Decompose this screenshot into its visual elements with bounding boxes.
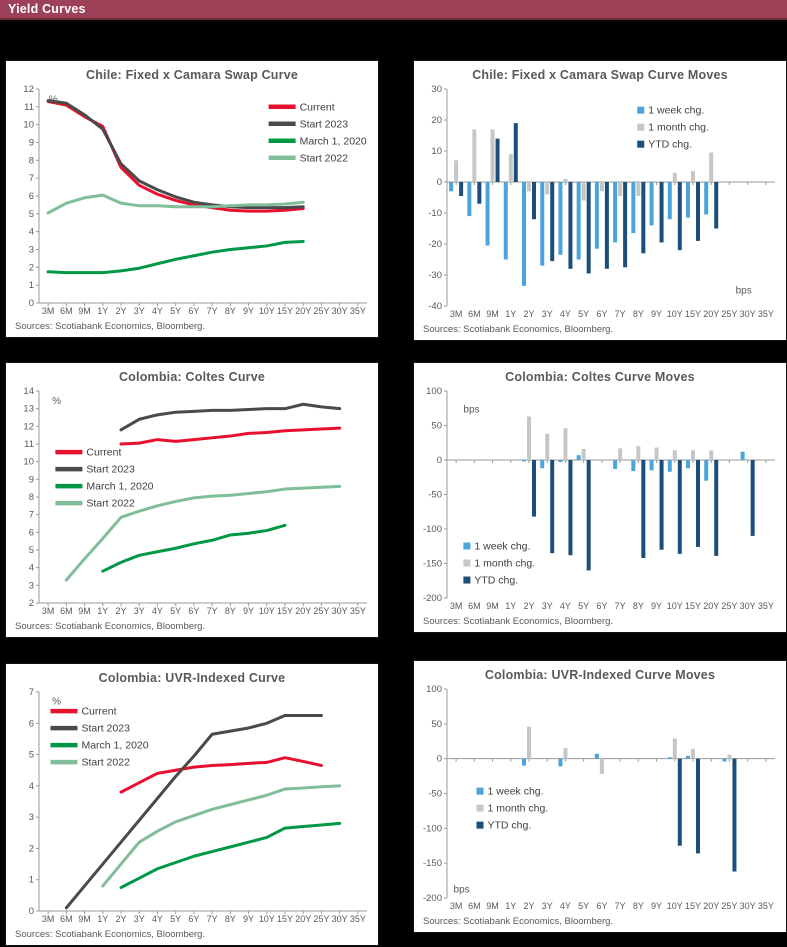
svg-text:3Y: 3Y <box>541 601 553 611</box>
svg-text:1 month chg.: 1 month chg. <box>648 121 709 134</box>
svg-text:3M: 3M <box>41 606 55 616</box>
svg-text:1 week chg.: 1 week chg. <box>487 785 544 798</box>
svg-text:100: 100 <box>426 386 442 397</box>
svg-text:bps: bps <box>735 285 752 297</box>
svg-text:15Y: 15Y <box>684 601 702 611</box>
svg-text:30Y: 30Y <box>739 901 756 911</box>
svg-text:35Y: 35Y <box>757 901 774 911</box>
svg-text:25Y: 25Y <box>721 309 738 319</box>
svg-text:3M: 3M <box>449 601 463 611</box>
svg-text:Current: Current <box>81 705 117 718</box>
bar-chart-colombia-uvr-curve-moves <box>414 682 786 914</box>
source-note: Sources: Scotiabank Economics, Bloomberg. <box>15 929 206 940</box>
svg-text:0: 0 <box>28 906 34 917</box>
svg-text:4Y: 4Y <box>151 306 163 316</box>
svg-text:YTD chg.: YTD chg. <box>648 138 693 151</box>
svg-text:9M: 9M <box>78 606 91 616</box>
source-note: Sources: Scotiabank Economics, Bloomberg. <box>423 324 614 335</box>
svg-text:3: 3 <box>28 580 34 592</box>
svg-text:30Y: 30Y <box>331 306 348 316</box>
svg-text:2Y: 2Y <box>115 914 127 924</box>
line-chart-chile-swap-curve <box>6 82 378 319</box>
svg-text:-10: -10 <box>428 208 442 219</box>
chart-title: Colombia: UVR-Indexed Curve <box>98 671 286 685</box>
svg-text:9Y: 9Y <box>651 601 663 611</box>
svg-text:%: % <box>52 696 62 708</box>
svg-text:2: 2 <box>28 598 34 609</box>
svg-text:13: 13 <box>23 403 34 415</box>
svg-text:bps: bps <box>453 884 470 896</box>
svg-text:7Y: 7Y <box>614 601 626 611</box>
svg-text:3Y: 3Y <box>133 306 145 316</box>
svg-text:4Y: 4Y <box>559 901 571 911</box>
chart-title: Chile: Fixed x Camara Swap Curve <box>85 68 299 82</box>
svg-text:3M: 3M <box>41 914 55 924</box>
svg-text:2Y: 2Y <box>523 309 535 319</box>
svg-text:2Y: 2Y <box>523 901 535 911</box>
svg-text:50: 50 <box>431 718 442 730</box>
svg-text:6Y: 6Y <box>188 306 200 316</box>
svg-text:1Y: 1Y <box>97 914 109 924</box>
chart-panel-colombia-uvr-curve <box>5 663 379 946</box>
svg-text:8Y: 8Y <box>632 309 644 319</box>
svg-text:YTD chg.: YTD chg. <box>487 819 532 832</box>
svg-text:10Y: 10Y <box>666 901 683 911</box>
svg-text:Start 2023: Start 2023 <box>86 463 135 476</box>
svg-text:3: 3 <box>28 812 34 824</box>
svg-text:35Y: 35Y <box>349 306 366 316</box>
svg-text:100: 100 <box>426 684 442 695</box>
svg-text:4Y: 4Y <box>151 606 163 616</box>
svg-text:30Y: 30Y <box>739 601 756 611</box>
svg-text:0: 0 <box>436 455 442 466</box>
svg-text:25Y: 25Y <box>313 306 330 316</box>
svg-text:10Y: 10Y <box>258 606 275 616</box>
svg-text:Current: Current <box>86 446 122 459</box>
svg-text:1 month chg.: 1 month chg. <box>474 557 536 570</box>
svg-text:12: 12 <box>23 84 34 95</box>
svg-text:12: 12 <box>23 421 34 433</box>
svg-text:5: 5 <box>28 208 34 220</box>
svg-text:1Y: 1Y <box>97 306 109 316</box>
svg-text:9M: 9M <box>78 306 91 316</box>
svg-text:6M: 6M <box>468 601 481 611</box>
svg-text:7Y: 7Y <box>614 901 626 911</box>
svg-text:3: 3 <box>28 244 34 256</box>
svg-text:1: 1 <box>28 874 34 886</box>
svg-text:-200: -200 <box>422 593 442 604</box>
svg-text:%: % <box>52 396 62 408</box>
chart-panel-chile-swap-curve <box>5 60 379 338</box>
svg-text:3Y: 3Y <box>133 606 145 616</box>
svg-text:9M: 9M <box>486 309 499 319</box>
svg-text:7: 7 <box>28 173 34 185</box>
svg-text:9: 9 <box>28 474 34 486</box>
svg-text:5Y: 5Y <box>578 901 590 911</box>
svg-text:5Y: 5Y <box>170 914 182 924</box>
svg-text:-100: -100 <box>422 524 442 535</box>
svg-text:11: 11 <box>24 101 34 113</box>
svg-text:-50: -50 <box>428 489 442 501</box>
svg-text:4Y: 4Y <box>559 309 571 319</box>
svg-text:2Y: 2Y <box>115 306 127 316</box>
svg-text:30Y: 30Y <box>739 309 756 319</box>
chart-title: Colombia: Coltes Curve <box>118 370 266 384</box>
svg-text:-50: -50 <box>428 788 442 800</box>
source-note: Sources: Scotiabank Economics, Bloomberg. <box>423 616 614 627</box>
svg-text:March 1, 2020: March 1, 2020 <box>86 480 154 493</box>
svg-text:1: 1 <box>28 280 34 292</box>
svg-text:30Y: 30Y <box>331 914 348 924</box>
svg-text:35Y: 35Y <box>349 914 366 924</box>
svg-text:9M: 9M <box>486 901 499 911</box>
svg-text:-20: -20 <box>428 239 442 250</box>
svg-text:5Y: 5Y <box>578 601 590 611</box>
svg-text:6M: 6M <box>60 306 73 316</box>
svg-text:7Y: 7Y <box>206 914 218 924</box>
svg-text:7Y: 7Y <box>206 306 218 316</box>
svg-text:10Y: 10Y <box>666 601 683 611</box>
svg-text:8Y: 8Y <box>224 914 236 924</box>
svg-text:6: 6 <box>28 718 34 730</box>
svg-text:6Y: 6Y <box>596 601 608 611</box>
svg-text:1Y: 1Y <box>97 606 109 616</box>
svg-text:6: 6 <box>28 527 34 539</box>
svg-text:-150: -150 <box>422 558 442 570</box>
svg-text:2Y: 2Y <box>523 601 535 611</box>
svg-text:4Y: 4Y <box>151 914 163 924</box>
svg-text:11: 11 <box>24 439 34 450</box>
svg-text:10: 10 <box>23 119 34 131</box>
svg-text:15Y: 15Y <box>276 306 294 316</box>
svg-text:1 week chg.: 1 week chg. <box>474 540 531 553</box>
svg-text:25Y: 25Y <box>721 901 738 911</box>
svg-text:8Y: 8Y <box>224 606 236 616</box>
svg-text:0: 0 <box>436 753 442 765</box>
svg-text:15Y: 15Y <box>684 309 702 319</box>
source-note: Sources: Scotiabank Economics, Bloomberg. <box>15 321 206 332</box>
svg-text:2: 2 <box>28 843 34 855</box>
svg-text:2: 2 <box>28 262 34 274</box>
svg-text:-40: -40 <box>428 301 442 312</box>
svg-text:6Y: 6Y <box>188 914 200 924</box>
svg-text:3M: 3M <box>449 901 463 911</box>
svg-text:15Y: 15Y <box>684 901 702 911</box>
svg-text:35Y: 35Y <box>349 606 366 616</box>
svg-text:March 1, 2020: March 1, 2020 <box>81 739 149 752</box>
svg-text:7: 7 <box>28 687 34 698</box>
source-note: Sources: Scotiabank Economics, Bloomberg. <box>423 916 614 927</box>
svg-text:9Y: 9Y <box>243 606 255 616</box>
svg-text:15Y: 15Y <box>276 914 294 924</box>
bar-chart-chile-swap-curve-moves <box>414 82 786 322</box>
svg-text:6Y: 6Y <box>596 901 608 911</box>
svg-text:25Y: 25Y <box>313 606 330 616</box>
chart-title: Chile: Fixed x Camara Swap Curve Moves <box>472 68 728 82</box>
svg-text:9M: 9M <box>78 914 91 924</box>
svg-text:6M: 6M <box>60 606 73 616</box>
svg-text:bps: bps <box>463 404 480 416</box>
svg-text:YTD chg.: YTD chg. <box>474 574 519 587</box>
svg-text:15Y: 15Y <box>276 606 294 616</box>
svg-text:30: 30 <box>431 84 442 95</box>
svg-text:Start 2022: Start 2022 <box>299 152 349 165</box>
svg-text:7: 7 <box>28 509 34 521</box>
svg-text:2Y: 2Y <box>115 606 127 616</box>
svg-text:Start 2023: Start 2023 <box>81 722 130 735</box>
svg-text:-200: -200 <box>422 893 442 904</box>
svg-text:1Y: 1Y <box>505 601 517 611</box>
svg-text:35Y: 35Y <box>757 309 774 319</box>
svg-text:9M: 9M <box>486 601 499 611</box>
svg-text:20Y: 20Y <box>703 309 720 319</box>
svg-text:10Y: 10Y <box>258 914 275 924</box>
svg-text:Current: Current <box>299 101 335 114</box>
svg-text:7Y: 7Y <box>206 606 218 616</box>
svg-text:4Y: 4Y <box>559 601 571 611</box>
line-chart-colombia-uvr-curve <box>6 685 378 927</box>
svg-text:30Y: 30Y <box>331 606 348 616</box>
svg-text:8Y: 8Y <box>224 306 236 316</box>
svg-text:5: 5 <box>28 545 34 556</box>
svg-text:5Y: 5Y <box>578 309 590 319</box>
svg-text:4: 4 <box>28 562 34 574</box>
svg-text:9Y: 9Y <box>651 309 663 319</box>
svg-text:-100: -100 <box>422 823 442 835</box>
svg-text:9Y: 9Y <box>243 914 255 924</box>
svg-text:March 1, 2020: March 1, 2020 <box>299 135 367 148</box>
svg-text:-150: -150 <box>422 858 442 870</box>
svg-text:1Y: 1Y <box>505 309 517 319</box>
source-note: Sources: Scotiabank Economics, Bloomberg. <box>15 621 206 632</box>
line-chart-colombia-coltes-curve <box>6 384 378 619</box>
chart-panel-colombia-coltes-curve <box>5 362 379 638</box>
svg-text:4: 4 <box>28 226 34 238</box>
svg-text:10Y: 10Y <box>258 306 275 316</box>
svg-text:5Y: 5Y <box>170 606 182 616</box>
svg-text:9Y: 9Y <box>243 306 255 316</box>
svg-text:Start 2023: Start 2023 <box>299 118 349 131</box>
svg-text:5: 5 <box>28 749 34 761</box>
svg-text:6M: 6M <box>468 901 481 911</box>
svg-text:3Y: 3Y <box>541 309 553 319</box>
chart-panel-colombia-uvr-curve-moves <box>413 660 787 933</box>
svg-text:50: 50 <box>431 420 442 432</box>
section-header <box>0 0 787 20</box>
svg-text:3M: 3M <box>41 306 55 316</box>
svg-text:3Y: 3Y <box>133 914 145 924</box>
svg-text:Start 2022: Start 2022 <box>86 497 135 510</box>
svg-text:6Y: 6Y <box>188 606 200 616</box>
svg-text:%: % <box>48 94 58 106</box>
svg-text:6: 6 <box>28 191 34 202</box>
svg-text:0: 0 <box>28 298 34 309</box>
svg-text:14: 14 <box>23 386 34 397</box>
svg-text:8Y: 8Y <box>632 901 644 911</box>
chart-panel-colombia-coltes-curve-moves <box>413 362 787 633</box>
svg-text:20Y: 20Y <box>295 306 312 316</box>
svg-text:3Y: 3Y <box>541 901 553 911</box>
svg-text:9Y: 9Y <box>651 901 663 911</box>
svg-text:4: 4 <box>28 780 34 792</box>
svg-text:20Y: 20Y <box>295 914 312 924</box>
svg-text:25Y: 25Y <box>721 601 738 611</box>
svg-text:Start 2022: Start 2022 <box>81 756 130 769</box>
svg-text:35Y: 35Y <box>757 601 774 611</box>
svg-text:3M: 3M <box>449 309 463 319</box>
svg-text:1Y: 1Y <box>505 901 517 911</box>
svg-text:6M: 6M <box>468 309 481 319</box>
svg-text:6Y: 6Y <box>596 309 608 319</box>
svg-text:6M: 6M <box>60 914 73 924</box>
svg-text:-30: -30 <box>428 270 442 281</box>
svg-text:5Y: 5Y <box>170 306 182 316</box>
chart-title: Colombia: Coltes Curve Moves <box>505 370 695 384</box>
svg-text:20Y: 20Y <box>295 606 312 616</box>
svg-text:10Y: 10Y <box>666 309 683 319</box>
svg-text:25Y: 25Y <box>313 914 330 924</box>
bar-chart-colombia-coltes-curve-moves <box>414 384 786 614</box>
svg-text:7Y: 7Y <box>614 309 626 319</box>
svg-text:1 week chg.: 1 week chg. <box>648 104 705 117</box>
svg-text:8: 8 <box>28 155 34 167</box>
svg-text:8: 8 <box>28 492 34 503</box>
svg-text:0: 0 <box>436 177 442 188</box>
svg-text:8Y: 8Y <box>632 601 644 611</box>
svg-text:10: 10 <box>431 146 442 157</box>
section-title: Yield Curves <box>8 2 86 16</box>
svg-text:1 month chg.: 1 month chg. <box>487 802 549 815</box>
chart-panel-chile-swap-curve-moves <box>413 60 787 341</box>
chart-title: Colombia: UVR-Indexed Curve Moves <box>484 668 716 682</box>
svg-text:10: 10 <box>23 456 34 468</box>
svg-text:9: 9 <box>28 137 34 149</box>
svg-text:20Y: 20Y <box>703 901 720 911</box>
svg-text:20: 20 <box>431 115 442 126</box>
svg-text:20Y: 20Y <box>703 601 720 611</box>
